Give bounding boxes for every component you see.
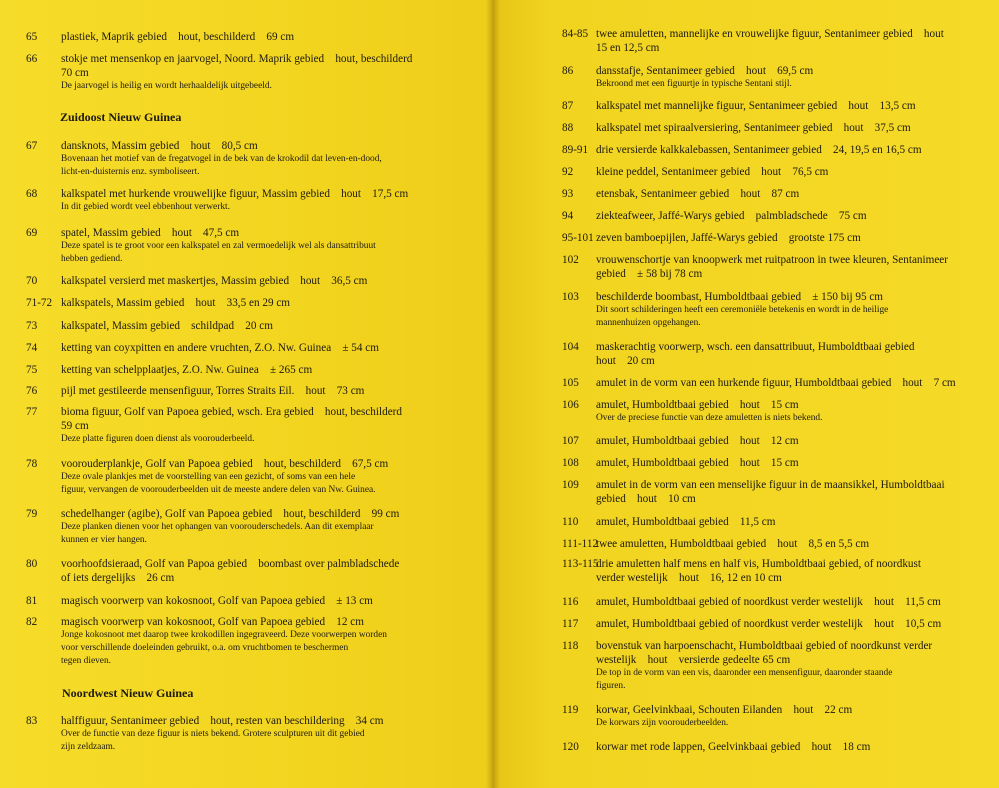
entry-description: kleine peddel, Sentanimeer gebied hout 76,5 cm — [596, 166, 829, 178]
entry-number: 113-115 — [562, 558, 599, 570]
entry-description: kalkspatel met spiraalversiering, Sentanimeer gebied hout 37,5 cm — [596, 122, 911, 134]
entry-number: 80 — [26, 558, 38, 570]
entry-description: kalkspatel met hurkende vrouwelijke figuur, Massim gebied hout 17,5 cm — [61, 188, 409, 200]
entry-number: 87 — [562, 100, 574, 112]
entry-description: voorouderplankje, Golf van Papoea gebied hout, beschilderd 67,5 cm — [61, 458, 389, 470]
entry-note: Deze spatel is te groot voor een kalkspatel en zal vermoedelijk wel als dansattribuut — [61, 241, 376, 251]
entry-description: dansknots, Massim gebied hout 80,5 cm — [61, 140, 258, 152]
entry-number: 104 — [562, 341, 579, 353]
entry-description: ketting van coyxpitten en andere vruchten, Z.O. Nw. Guinea ± 54 cm — [61, 342, 379, 354]
entry-description: ziekteafweer, Jaffé-Warys gebied palmbladschede 75 cm — [596, 210, 867, 222]
entry-number: 109 — [562, 479, 579, 491]
entry-number: 73 — [26, 320, 38, 332]
entry-description: zeven bamboepijlen, Jaffé-Warys gebied grootste 175 cm — [596, 232, 861, 244]
entry-description: bioma figuur, Golf van Papoea gebied, wsch. Era gebied hout, beschilderd — [61, 406, 402, 418]
entry-number: 103 — [562, 291, 579, 303]
entry-description: stokje met mensenkop en jaarvogel, Noord. Maprik gebied hout, beschilderd — [61, 53, 413, 65]
entry-number: 120 — [562, 741, 579, 753]
entry-description: 59 cm — [61, 420, 89, 432]
entry-note: Deze planken dienen voor het ophangen van voorouderschedels. Aan dit exemplaar — [61, 522, 374, 532]
entry-description: westelijk hout versierde gedeelte 65 cm — [596, 654, 791, 666]
entry-note: Dit soort schilderingen heeft een ceremoniële betekenis en wordt in de heilige — [596, 305, 889, 315]
entry-number: 95-101 — [562, 232, 594, 244]
entry-description: verder westelijk hout 16, 12 en 10 cm — [596, 572, 782, 584]
entry-description: pijl met gestileerde mensenfiguur, Torres Straits Eil. hout 73 cm — [61, 385, 365, 397]
entry-number: 76 — [26, 385, 38, 397]
entry-description: amulet, Humboldtbaai gebied hout 15 cm — [596, 399, 799, 411]
entry-description: 15 en 12,5 cm — [596, 42, 660, 54]
entry-note: licht-en-duisternis enz. symboliseert. — [61, 167, 200, 177]
entry-note: zijn zeldzaam. — [61, 742, 116, 752]
entry-note: voor verschillende doeleinden gebruikt, o.a. om vruchtbomen te beschermen — [61, 643, 349, 653]
entry-number: 84-85 — [562, 28, 589, 40]
entry-number: 65 — [26, 31, 38, 43]
entry-note: Over de functie van deze figuur is niets bekend. Grotere sculpturen uit dit gebied — [61, 729, 365, 739]
entry-number: 106 — [562, 399, 579, 411]
entry-note: kunnen er vier hangen. — [61, 535, 147, 545]
entry-note: figuren. — [596, 681, 626, 691]
right-page — [492, 0, 999, 788]
entry-description: korwar met rode lappen, Geelvinkbaai gebied hout 18 cm — [596, 741, 871, 753]
entry-description: beschilderde boombast, Humboldtbaai gebied ± 150 bij 95 cm — [596, 291, 884, 303]
entry-note: mannenhuizen opgehangen. — [596, 318, 701, 328]
entry-number: 70 — [26, 275, 38, 287]
entry-number: 66 — [26, 53, 38, 65]
entry-description: ketting van schelpplaatjes, Z.O. Nw. Guinea ± 265 cm — [61, 364, 313, 376]
left-page — [0, 0, 492, 788]
entry-number: 83 — [26, 715, 38, 727]
entry-note: Deze platte figuren doen dienst als voorouderbeeld. — [61, 434, 255, 444]
entry-number: 102 — [562, 254, 579, 266]
section-heading-zuidoost: Zuidoost Nieuw Guinea — [60, 110, 182, 124]
entry-note: Over de preciese functie van deze amuletten is niets bekend. — [596, 413, 823, 423]
entry-number: 111-112 — [562, 538, 599, 550]
entry-number: 89-91 — [562, 144, 589, 156]
entry-description: etensbak, Sentanimeer gebied hout 87 cm — [596, 188, 800, 200]
entry-description: amulet, Humboldtbaai gebied of noordkust verder westelijk hout 11,5 cm — [596, 596, 941, 608]
entry-note: Jonge kokosnoot met daarop twee krokodillen ingegraveerd. Deze voorwerpen worden — [61, 630, 387, 640]
entry-description: plastiek, Maprik gebied hout, beschilderd 69 cm — [61, 31, 295, 43]
entry-number: 105 — [562, 377, 579, 389]
entry-description: twee amuletten, mannelijke en vrouwelijke figuur, Sentanimeer gebied hout — [596, 28, 944, 40]
section-heading-noordwest: Noordwest Nieuw Guinea — [62, 686, 194, 700]
entry-description: schedelhanger (agibe), Golf van Papoea gebied hout, beschilderd 99 cm — [61, 508, 400, 520]
entry-description: amulet in de vorm van een hurkende figuur, Humboldtbaai gebied hout 7 cm — [596, 377, 956, 389]
entry-description: magisch voorwerp van kokosnoot, Golf van Papoea gebied 12 cm — [61, 616, 364, 628]
entry-description: voorhoofdsieraad, Golf van Papoa gebied boombast over palmbladschede — [61, 558, 400, 570]
entry-number: 94 — [562, 210, 574, 222]
entry-description: amulet, Humboldtbaai gebied 11,5 cm — [596, 516, 776, 528]
entry-number: 92 — [562, 166, 574, 178]
entry-description: spatel, Massim gebied hout 47,5 cm — [61, 227, 240, 239]
entry-number: 108 — [562, 457, 579, 469]
entry-description: 70 cm — [61, 67, 89, 79]
entry-number: 81 — [26, 595, 38, 607]
entry-number: 116 — [562, 596, 579, 608]
entry-number: 74 — [26, 342, 38, 354]
entry-number: 93 — [562, 188, 574, 200]
entry-description: vrouwenschortje van knoopwerk met ruitpatroon in twee kleuren, Sentanimeer — [596, 254, 948, 266]
entry-description: halffiguur, Sentanimeer gebied hout, resten van beschildering 34 cm — [61, 715, 384, 727]
entry-note: De jaarvogel is heilig en wordt herhaaldelijk uitgebeeld. — [61, 81, 272, 91]
entry-description: kalkspatel met mannelijke figuur, Sentanimeer gebied hout 13,5 cm — [596, 100, 916, 112]
entry-note: Bovenaan het motief van de fregatvogel in de bek van de krokodil dat leven-en-dood, — [61, 154, 382, 164]
entry-number: 75 — [26, 364, 38, 376]
entry-number: 107 — [562, 435, 579, 447]
entry-number: 69 — [26, 227, 38, 239]
entry-description: amulet, Humboldtbaai gebied hout 15 cm — [596, 457, 799, 469]
entry-note: tegen dieven. — [61, 656, 111, 666]
entry-description: hout 20 cm — [596, 355, 655, 367]
entry-number: 67 — [26, 140, 38, 152]
entry-description: of iets dergelijks 26 cm — [61, 572, 175, 584]
entry-description: maskerachtig voorwerp, wsch. een dansattribuut, Humboldtbaai gebied — [596, 341, 915, 353]
entry-number: 117 — [562, 618, 579, 630]
entry-description: dansstafje, Sentanimeer gebied hout 69,5 cm — [596, 65, 814, 77]
entry-note: Bekroond met een figuurtje in typische Sentani stijl. — [596, 79, 792, 89]
entry-description: korwar, Geelvinkbaai, Schouten Eilanden hout 22 cm — [596, 704, 853, 716]
entry-number: 78 — [26, 458, 38, 470]
book-gutter — [486, 0, 500, 788]
entry-description: amulet, Humboldtbaai gebied hout 12 cm — [596, 435, 799, 447]
entry-description: kalkspatel, Massim gebied schildpad 20 cm — [61, 320, 273, 332]
entry-number: 110 — [562, 516, 579, 528]
entry-number: 82 — [26, 616, 38, 628]
entry-number: 118 — [562, 640, 579, 652]
entry-number: 79 — [26, 508, 38, 520]
entry-number: 119 — [562, 704, 579, 716]
entry-number: 77 — [26, 406, 38, 418]
entry-description: amulet, Humboldtbaai gebied of noordkust verder westelijk hout 10,5 cm — [596, 618, 942, 630]
entry-number: 71-72 — [26, 297, 53, 309]
entry-description: magisch voorwerp van kokosnoot, Golf van Papoea gebied ± 13 cm — [61, 595, 373, 607]
entry-description: kalkspatel versierd met maskertjes, Massim gebied hout 36,5 cm — [61, 275, 368, 287]
entry-note: De korwars zijn voorouderbeelden. — [596, 718, 729, 728]
entry-description: gebied ± 58 bij 78 cm — [596, 268, 703, 280]
entry-number: 86 — [562, 65, 574, 77]
entry-note: Deze ovale plankjes met de voorstelling van een gezicht, of soms van een hele — [61, 472, 356, 482]
entry-note: De top in de vorm van een vis, daaronder een mensenfiguur, daaronder staande — [596, 668, 893, 678]
entry-number: 88 — [562, 122, 574, 134]
entry-description: bovenstuk van harpoenschacht, Humboldtbaai gebied of noordkunst verder — [596, 640, 933, 652]
entry-note: figuur, vervangen de voorouderbeelden uit de meeste andere delen van Nw. Guinea. — [61, 485, 376, 495]
entry-description: drie versierde kalkkalebassen, Sentanimeer gebied 24, 19,5 en 16,5 cm — [596, 144, 922, 156]
entry-description: drie amuletten half mens en half vis, Humboldtbaai gebied, of noordkust — [596, 558, 921, 570]
entry-note: In dit gebied wordt veel ebbenhout verwerkt. — [61, 202, 230, 212]
entry-note: hebben gediend. — [61, 254, 123, 264]
entry-description: gebied hout 10 cm — [596, 493, 696, 505]
entry-number: 68 — [26, 188, 38, 200]
entry-description: kalkspatels, Massim gebied hout 33,5 en 29 cm — [61, 297, 290, 309]
entry-description: amulet in de vorm van een menselijke figuur in de maansikkel, Humboldtbaai — [596, 479, 945, 491]
entry-description: twee amuletten, Humboldtbaai gebied hout 8,5 en 5,5 cm — [596, 538, 870, 550]
